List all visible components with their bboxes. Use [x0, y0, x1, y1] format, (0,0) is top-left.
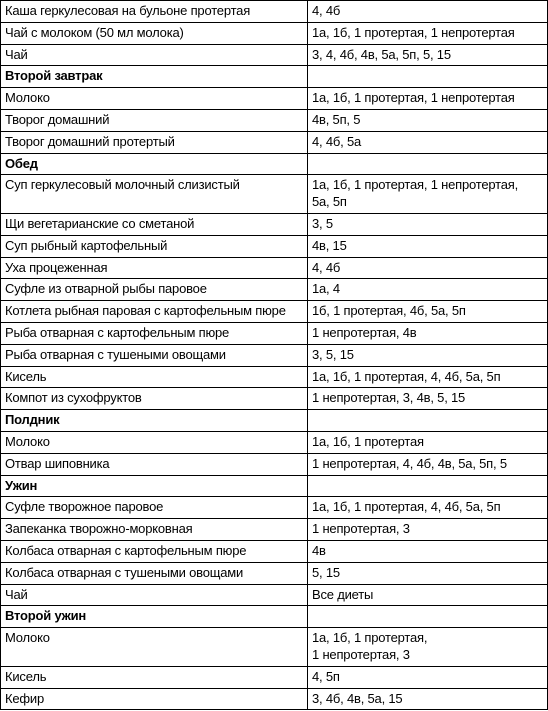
table-row — [1, 562, 548, 584]
dish-name-cell: Кисель — [1, 666, 308, 688]
diet-numbers-cell: 1а, 1б, 1 протертая, 4, 4б, 5а, 5п — [308, 497, 548, 519]
table-row — [1, 584, 548, 606]
table-row — [1, 519, 548, 541]
meal-section-title: Второй завтрак — [1, 66, 308, 88]
meal-section-title: Полдник — [1, 410, 308, 432]
dish-name-cell: Суфле из отварной рыбы паровое — [1, 279, 308, 301]
table-row — [1, 301, 548, 323]
section-header-row — [1, 606, 548, 628]
diet-numbers-cell — [308, 66, 548, 88]
diet-numbers-cell — [308, 475, 548, 497]
dish-name-cell: Уха процеженная — [1, 257, 308, 279]
table-row — [1, 1, 548, 23]
table-row — [1, 688, 548, 710]
dish-name-cell: Суп геркулесовый молочный слизистый — [1, 175, 308, 214]
table-row — [1, 344, 548, 366]
meal-section-title: Обед — [1, 153, 308, 175]
diet-numbers-cell: 1 непротертая, 3, 4в, 5, 15 — [308, 388, 548, 410]
diet-numbers-cell: 1 непротертая, 3 — [308, 519, 548, 541]
dish-name-cell: Молоко — [1, 431, 308, 453]
table-row — [1, 666, 548, 688]
table-row — [1, 213, 548, 235]
diet-numbers-cell — [308, 175, 548, 214]
diet-numbers-line: 1 непротертая, 3 — [312, 646, 410, 662]
diet-numbers-line: 1а, 1б, 1 протертая, 1 непротертая, — [312, 177, 519, 193]
dish-name-cell: Колбаса отварная с тушеными овощами — [1, 562, 308, 584]
dish-name-cell: Молоко — [1, 88, 308, 110]
section-header-row — [1, 475, 548, 497]
table-row — [1, 366, 548, 388]
diet-numbers-cell: 1а, 1б, 1 протертая — [308, 431, 548, 453]
diet-numbers-cell: 3, 4б, 4в, 5а, 15 — [308, 688, 548, 710]
dish-name-cell: Запеканка творожно-морковная — [1, 519, 308, 541]
section-header-row — [1, 410, 548, 432]
dish-name-cell: Творог домашний протертый — [1, 131, 308, 153]
section-header-row — [1, 153, 548, 175]
diet-numbers-cell: 1а, 4 — [308, 279, 548, 301]
table-body — [1, 1, 548, 710]
diet-numbers-cell: 4, 4б — [308, 1, 548, 23]
table-row — [1, 88, 548, 110]
diet-numbers-cell: 1а, 1б, 1 протертая, 1 непротертая — [308, 88, 548, 110]
diet-numbers-line: 5а, 5п — [312, 194, 347, 210]
diet-numbers-cell: 4в — [308, 540, 548, 562]
dish-name-cell: Чай — [1, 584, 308, 606]
meal-section-title: Второй ужин — [1, 606, 308, 628]
dish-name-cell: Щи вегетарианские со сметаной — [1, 213, 308, 235]
dish-name-cell: Молоко — [1, 628, 308, 667]
dish-name-cell: Рыба отварная с картофельным пюре — [1, 322, 308, 344]
diet-numbers-cell: 1 непротертая, 4, 4б, 4в, 5а, 5п, 5 — [308, 453, 548, 475]
dish-name-cell: Отвар шиповника — [1, 453, 308, 475]
diet-numbers-cell: 4, 4б — [308, 257, 548, 279]
diet-numbers-cell: 3, 4, 4б, 4в, 5а, 5п, 5, 15 — [308, 44, 548, 66]
table-row — [1, 131, 548, 153]
dish-name-cell: Чай — [1, 44, 308, 66]
diet-numbers-cell — [308, 606, 548, 628]
diet-numbers-cell — [308, 153, 548, 175]
diet-numbers-cell: 4в, 5п, 5 — [308, 109, 548, 131]
table-row — [1, 235, 548, 257]
table-row — [1, 540, 548, 562]
diet-numbers-cell: 3, 5, 15 — [308, 344, 548, 366]
table-row — [1, 497, 548, 519]
diet-numbers-cell: 1а, 1б, 1 протертая, 4, 4б, 5а, 5п — [308, 366, 548, 388]
dish-name-cell: Рыба отварная с тушеными овощами — [1, 344, 308, 366]
table-row — [1, 388, 548, 410]
table-row — [1, 22, 548, 44]
meal-section-title: Ужин — [1, 475, 308, 497]
diet-numbers-cell: 4, 5п — [308, 666, 548, 688]
dish-name-cell: Каша геркулесовая на бульоне протертая — [1, 1, 308, 23]
table-row — [1, 175, 548, 214]
table-row — [1, 279, 548, 301]
table-row — [1, 109, 548, 131]
diet-numbers-cell: 4, 4б, 5а — [308, 131, 548, 153]
dish-name-cell: Кефир — [1, 688, 308, 710]
table-row — [1, 322, 548, 344]
diet-numbers-cell: 1а, 1б, 1 протертая, 1 непротертая — [308, 22, 548, 44]
diet-numbers-line: 1а, 1б, 1 протертая, — [312, 630, 428, 646]
diet-numbers-cell — [308, 628, 548, 667]
diet-numbers-cell: 3, 5 — [308, 213, 548, 235]
table-row — [1, 431, 548, 453]
dish-name-cell: Кисель — [1, 366, 308, 388]
table-row — [1, 44, 548, 66]
dish-name-cell: Компот из сухофруктов — [1, 388, 308, 410]
table-row — [1, 453, 548, 475]
diet-numbers-cell: 1 непротертая, 4в — [308, 322, 548, 344]
diet-numbers-cell: Все диеты — [308, 584, 548, 606]
table-row — [1, 257, 548, 279]
diet-numbers-cell: 4в, 15 — [308, 235, 548, 257]
diet-numbers-cell: 1б, 1 протертая, 4б, 5а, 5п — [308, 301, 548, 323]
dish-name-cell: Колбаса отварная с картофельным пюре — [1, 540, 308, 562]
diet-numbers-cell — [308, 410, 548, 432]
dish-name-cell: Суфле творожное паровое — [1, 497, 308, 519]
diet-numbers-cell: 5, 15 — [308, 562, 548, 584]
section-header-row — [1, 66, 548, 88]
dish-name-cell: Суп рыбный картофельный — [1, 235, 308, 257]
dish-name-cell: Котлета рыбная паровая с картофельным пюре — [1, 301, 308, 323]
dish-name-cell: Творог домашний — [1, 109, 308, 131]
table-row — [1, 628, 548, 667]
dish-name-cell: Чай с молоком (50 мл молока) — [1, 22, 308, 44]
